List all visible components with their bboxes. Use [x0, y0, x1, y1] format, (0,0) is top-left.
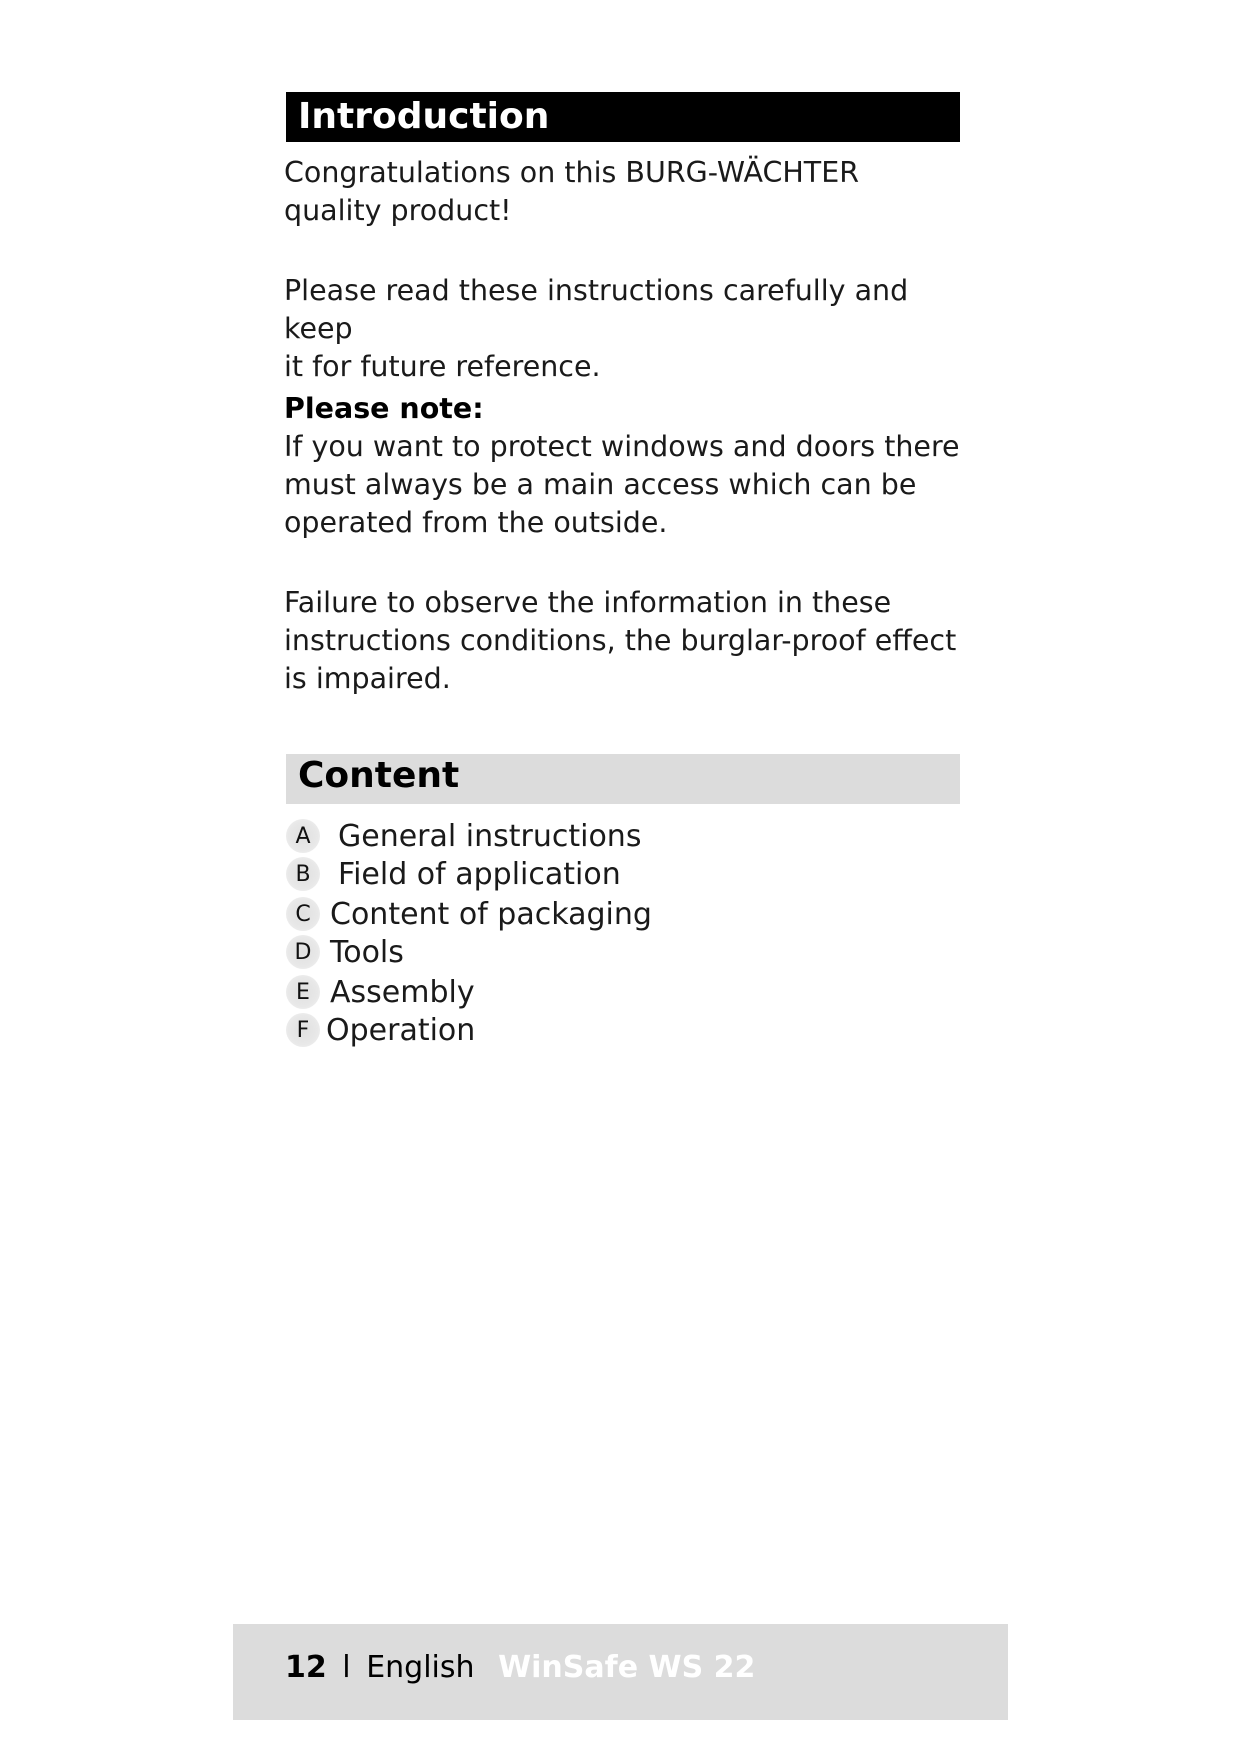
text-line: Failure to observe the information in these [284, 586, 892, 619]
congratulations-paragraph [284, 154, 984, 230]
text-line: instructions conditions, the burglar-proof effect [284, 624, 957, 657]
section-letter-badge: D [286, 935, 320, 969]
section-label: General instructions [338, 818, 642, 854]
text-line: must always be a main access which can be [284, 468, 917, 501]
text-line: quality product! [284, 194, 512, 227]
section-letter-badge: F [286, 1013, 320, 1047]
please-note-paragraph [284, 390, 984, 542]
read-instructions-paragraph [284, 272, 984, 386]
text-line: Please read these instructions carefully and keep [284, 274, 909, 345]
list-item [286, 818, 641, 854]
page-footer [233, 1624, 1008, 1720]
list-item [286, 896, 652, 932]
footer-text [285, 1648, 755, 1688]
section-letter-badge: B [286, 857, 320, 891]
list-item [286, 856, 621, 892]
introduction-heading: Introduction [286, 92, 960, 142]
section-label: Field of application [338, 856, 621, 892]
text-line: If you want to protect windows and doors there [284, 430, 960, 463]
page-number: 12 [285, 1650, 327, 1685]
footer-product-name: WinSafe WS 22 [498, 1650, 756, 1685]
section-label: Tools [330, 934, 404, 970]
text-line: it for future reference. [284, 350, 601, 383]
section-label: Content of packaging [330, 896, 652, 932]
section-letter-badge: A [286, 819, 320, 853]
text-line: Congratulations on this BURG-WÄCHTER [284, 156, 860, 189]
section-letter-badge: C [286, 897, 320, 931]
section-label: Operation [326, 1012, 476, 1048]
footer-language: English [366, 1650, 475, 1685]
content-heading: Content [286, 754, 960, 804]
footer-separator: l [342, 1650, 351, 1685]
failure-paragraph [284, 584, 984, 698]
text-line: is impaired. [284, 662, 451, 695]
please-note-label: Please note: [284, 392, 484, 425]
section-letter-badge: E [286, 975, 320, 1009]
list-item [286, 974, 475, 1010]
list-item [286, 1012, 475, 1048]
text-line: operated from the outside. [284, 506, 668, 539]
section-label: Assembly [330, 974, 475, 1010]
list-item [286, 934, 404, 970]
